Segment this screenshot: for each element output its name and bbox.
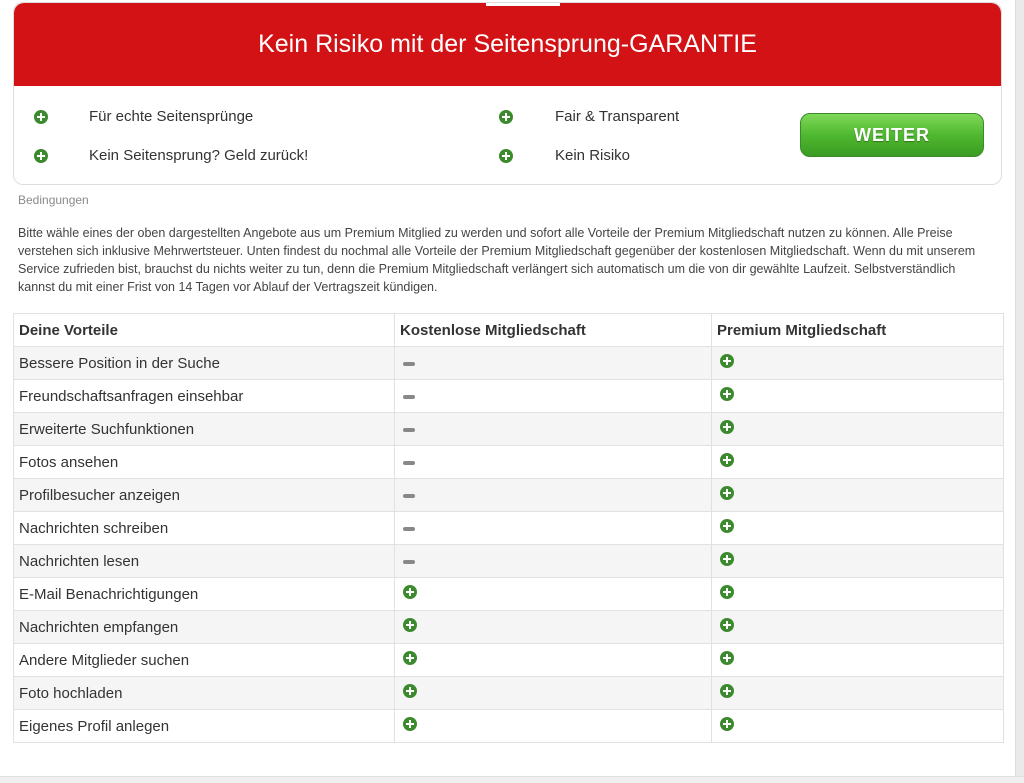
feature-label: Fair & Transparent xyxy=(555,108,680,125)
feature-label: Für echte Seitensprünge xyxy=(89,108,254,125)
benefit-label: Foto hochladen xyxy=(14,677,395,710)
free-cell xyxy=(395,479,712,512)
premium-cell xyxy=(712,677,1004,710)
premium-cell xyxy=(712,611,1004,644)
premium-cell xyxy=(712,545,1004,578)
plus-circle-icon xyxy=(720,552,734,566)
premium-cell xyxy=(712,710,1004,743)
plus-circle-icon xyxy=(720,420,734,434)
table-row xyxy=(14,710,1004,743)
table-row xyxy=(14,611,1004,644)
comparison-table xyxy=(13,313,1004,743)
table-row xyxy=(14,347,1004,380)
table-row xyxy=(14,644,1004,677)
feature-label: Kein Seitensprung? Geld zurück! xyxy=(89,147,309,164)
plus-circle-icon xyxy=(403,618,417,632)
minus-icon xyxy=(403,362,415,366)
minus-icon xyxy=(403,461,415,465)
minus-icon xyxy=(403,395,415,399)
table-row xyxy=(14,413,1004,446)
guarantee-box xyxy=(13,2,1002,185)
premium-cell xyxy=(712,512,1004,545)
plus-circle-icon xyxy=(403,717,417,731)
plus-circle-icon xyxy=(499,110,513,124)
premium-cell xyxy=(712,413,1004,446)
header-notch xyxy=(486,3,560,6)
plus-circle-icon xyxy=(720,684,734,698)
feature-item xyxy=(34,108,253,125)
plus-circle-icon xyxy=(403,585,417,599)
intro-paragraph: Bitte wähle eines der oben dargestellten Angebote aus um Premium Mitglied zu werden und sofort alle Vorteile der Premium Mitgliedschaft nutzen zu können. Alle Preise verstehen sich inklusive Mehrwertsteuer. Unten findest du nochmal alle Vorteile der Premium Mitgliedschaft gegenüber der kostenlosen Mitgliedschaft. Wenn du mit unserem Service zufrieden bist, brauchst du nichts weiter zu tun, denn die Premium Mitgliedschaft verlängert sich automatisch um die von dir gewählte Laufzeit. Selbstverständlich kannst du mit einer Frist von 14 Tagen vor Ablauf der Vertragszeit kündigen. xyxy=(18,226,976,294)
table-row xyxy=(14,479,1004,512)
page-bottom-edge xyxy=(0,776,1024,783)
premium-cell xyxy=(712,644,1004,677)
conditions-link[interactable]: Bedingungen xyxy=(18,193,89,207)
benefit-label: Andere Mitglieder suchen xyxy=(14,644,395,677)
minus-icon xyxy=(403,560,415,564)
benefit-label: Nachrichten empfangen xyxy=(14,611,395,644)
free-cell xyxy=(395,413,712,446)
table-header-row xyxy=(14,314,1004,347)
plus-circle-icon xyxy=(403,651,417,665)
premium-cell xyxy=(712,446,1004,479)
free-cell xyxy=(395,578,712,611)
benefit-label: Eigenes Profil anlegen xyxy=(14,710,395,743)
plus-circle-icon xyxy=(720,387,734,401)
table-row xyxy=(14,545,1004,578)
feature-item xyxy=(499,108,679,125)
plus-circle-icon xyxy=(720,618,734,632)
plus-circle-icon xyxy=(34,110,48,124)
premium-cell xyxy=(712,380,1004,413)
plus-circle-icon xyxy=(499,149,513,163)
premium-cell xyxy=(712,347,1004,380)
page-scroll-edge xyxy=(1015,0,1024,783)
benefit-label: E-Mail Benachrichtigungen xyxy=(14,578,395,611)
benefit-label: Erweiterte Suchfunktionen xyxy=(14,413,395,446)
feature-item xyxy=(499,147,630,164)
table-row xyxy=(14,578,1004,611)
plus-circle-icon xyxy=(720,717,734,731)
plus-circle-icon xyxy=(720,453,734,467)
plus-circle-icon xyxy=(720,651,734,665)
plus-circle-icon xyxy=(720,354,734,368)
guarantee-header xyxy=(14,3,1001,86)
free-cell xyxy=(395,347,712,380)
minus-icon xyxy=(403,527,415,531)
premium-cell xyxy=(712,479,1004,512)
benefit-label: Profilbesucher anzeigen xyxy=(14,479,395,512)
guarantee-title: Kein Risiko mit der Seitensprung-GARANTIE xyxy=(258,30,757,58)
benefit-label: Nachrichten schreiben xyxy=(14,512,395,545)
free-cell xyxy=(395,380,712,413)
table-body xyxy=(14,347,1004,743)
free-cell xyxy=(395,710,712,743)
plus-circle-icon xyxy=(720,585,734,599)
free-cell xyxy=(395,644,712,677)
table-row xyxy=(14,380,1004,413)
plus-circle-icon xyxy=(403,684,417,698)
column-header-premium: Premium Mitgliedschaft xyxy=(712,314,1004,347)
table-row xyxy=(14,677,1004,710)
free-cell xyxy=(395,446,712,479)
free-cell xyxy=(395,512,712,545)
premium-cell xyxy=(712,578,1004,611)
plus-circle-icon xyxy=(34,149,48,163)
table-row xyxy=(14,446,1004,479)
column-header-free: Kostenlose Mitgliedschaft xyxy=(395,314,712,347)
plus-circle-icon xyxy=(720,519,734,533)
benefit-label: Freundschaftsanfragen einsehbar xyxy=(14,380,395,413)
minus-icon xyxy=(403,428,415,432)
free-cell xyxy=(395,611,712,644)
benefit-label: Nachrichten lesen xyxy=(14,545,395,578)
plus-circle-icon xyxy=(720,486,734,500)
weiter-button[interactable]: WEITER xyxy=(800,113,984,157)
feature-label: Kein Risiko xyxy=(555,147,631,164)
benefit-label: Fotos ansehen xyxy=(14,446,395,479)
free-cell xyxy=(395,545,712,578)
benefit-label: Bessere Position in der Suche xyxy=(14,347,395,380)
free-cell xyxy=(395,677,712,710)
feature-item xyxy=(34,147,308,164)
column-header-benefits: Deine Vorteile xyxy=(14,314,395,347)
table-row xyxy=(14,512,1004,545)
minus-icon xyxy=(403,494,415,498)
